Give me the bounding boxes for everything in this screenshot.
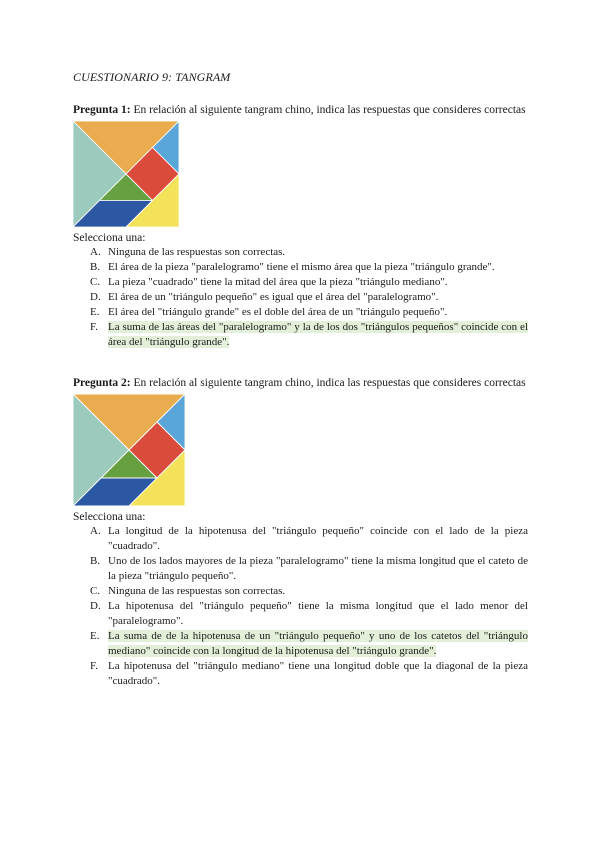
question-text xyxy=(73,376,528,391)
option-e-correct[interactable]: E. La suma de de la hipotenusa de un "triángulo pequeño" y uno de los catetos del "triángulo mediano" coincide con la longitud de la hipotenusa del "triángulo grande". xyxy=(90,630,528,657)
tangram-image xyxy=(73,394,185,506)
answer-options xyxy=(73,245,528,350)
document-page xyxy=(73,70,528,715)
option-a[interactable]: A. La longitud de la hipotenusa del "triángulo pequeño" coincide con el lado de la pieza "cuadrado". xyxy=(90,525,528,552)
question-body: En relación al siguiente tangram chino, indica las respuestas que consideres correctas xyxy=(133,104,526,116)
question-label: Pregunta 1: xyxy=(73,104,131,116)
option-b[interactable]: B. El área de la pieza "paralelogramo" tiene el mismo área que la pieza "triángulo grande". xyxy=(90,261,495,273)
option-d[interactable]: D. El área de un "triángulo pequeño" es igual que el área del "paralelogramo". xyxy=(90,291,439,303)
option-f-correct[interactable]: F. La suma de las áreas del "paralelogramo" y la de los dos "triángulos pequeños" coincide con el área del "triángulo grande". xyxy=(90,321,528,348)
question-2 xyxy=(73,376,528,689)
question-1 xyxy=(73,103,528,350)
tangram-image xyxy=(73,121,179,227)
question-text xyxy=(73,103,528,118)
select-label: Selecciona una: xyxy=(73,232,146,244)
option-a[interactable]: A. Ninguna de las respuestas son correctas. xyxy=(90,246,286,258)
option-f[interactable]: F. La hipotenusa del "triángulo mediano" tiene una longitud doble que la diagonal de la pieza "cuadrado". xyxy=(90,660,528,687)
document-title: CUESTIONARIO 9: TANGRAM xyxy=(73,70,231,84)
option-d[interactable]: D. La hipotenusa del "triángulo pequeño" tiene la misma longitud que el lado menor del "paralelogramo". xyxy=(90,600,528,627)
option-e[interactable]: E. El área del "triángulo grande" es el doble del área de un "triángulo pequeño". xyxy=(90,306,448,318)
option-c[interactable]: C. Ninguna de las respuestas son correctas. xyxy=(90,585,286,597)
answer-options xyxy=(73,524,528,689)
question-label: Pregunta 2: xyxy=(73,377,131,389)
option-c[interactable]: C. La pieza "cuadrado" tiene la mitad del área que la pieza "triángulo mediano". xyxy=(90,276,448,288)
question-body: En relación al siguiente tangram chino, indica las respuestas que consideres correctas xyxy=(133,377,526,389)
select-label: Selecciona una: xyxy=(73,511,146,523)
option-b[interactable]: B. Uno de los lados mayores de la pieza "paralelogramo" tiene la misma longitud que el cateto de la pieza "triángulo pequeño". xyxy=(90,555,528,582)
